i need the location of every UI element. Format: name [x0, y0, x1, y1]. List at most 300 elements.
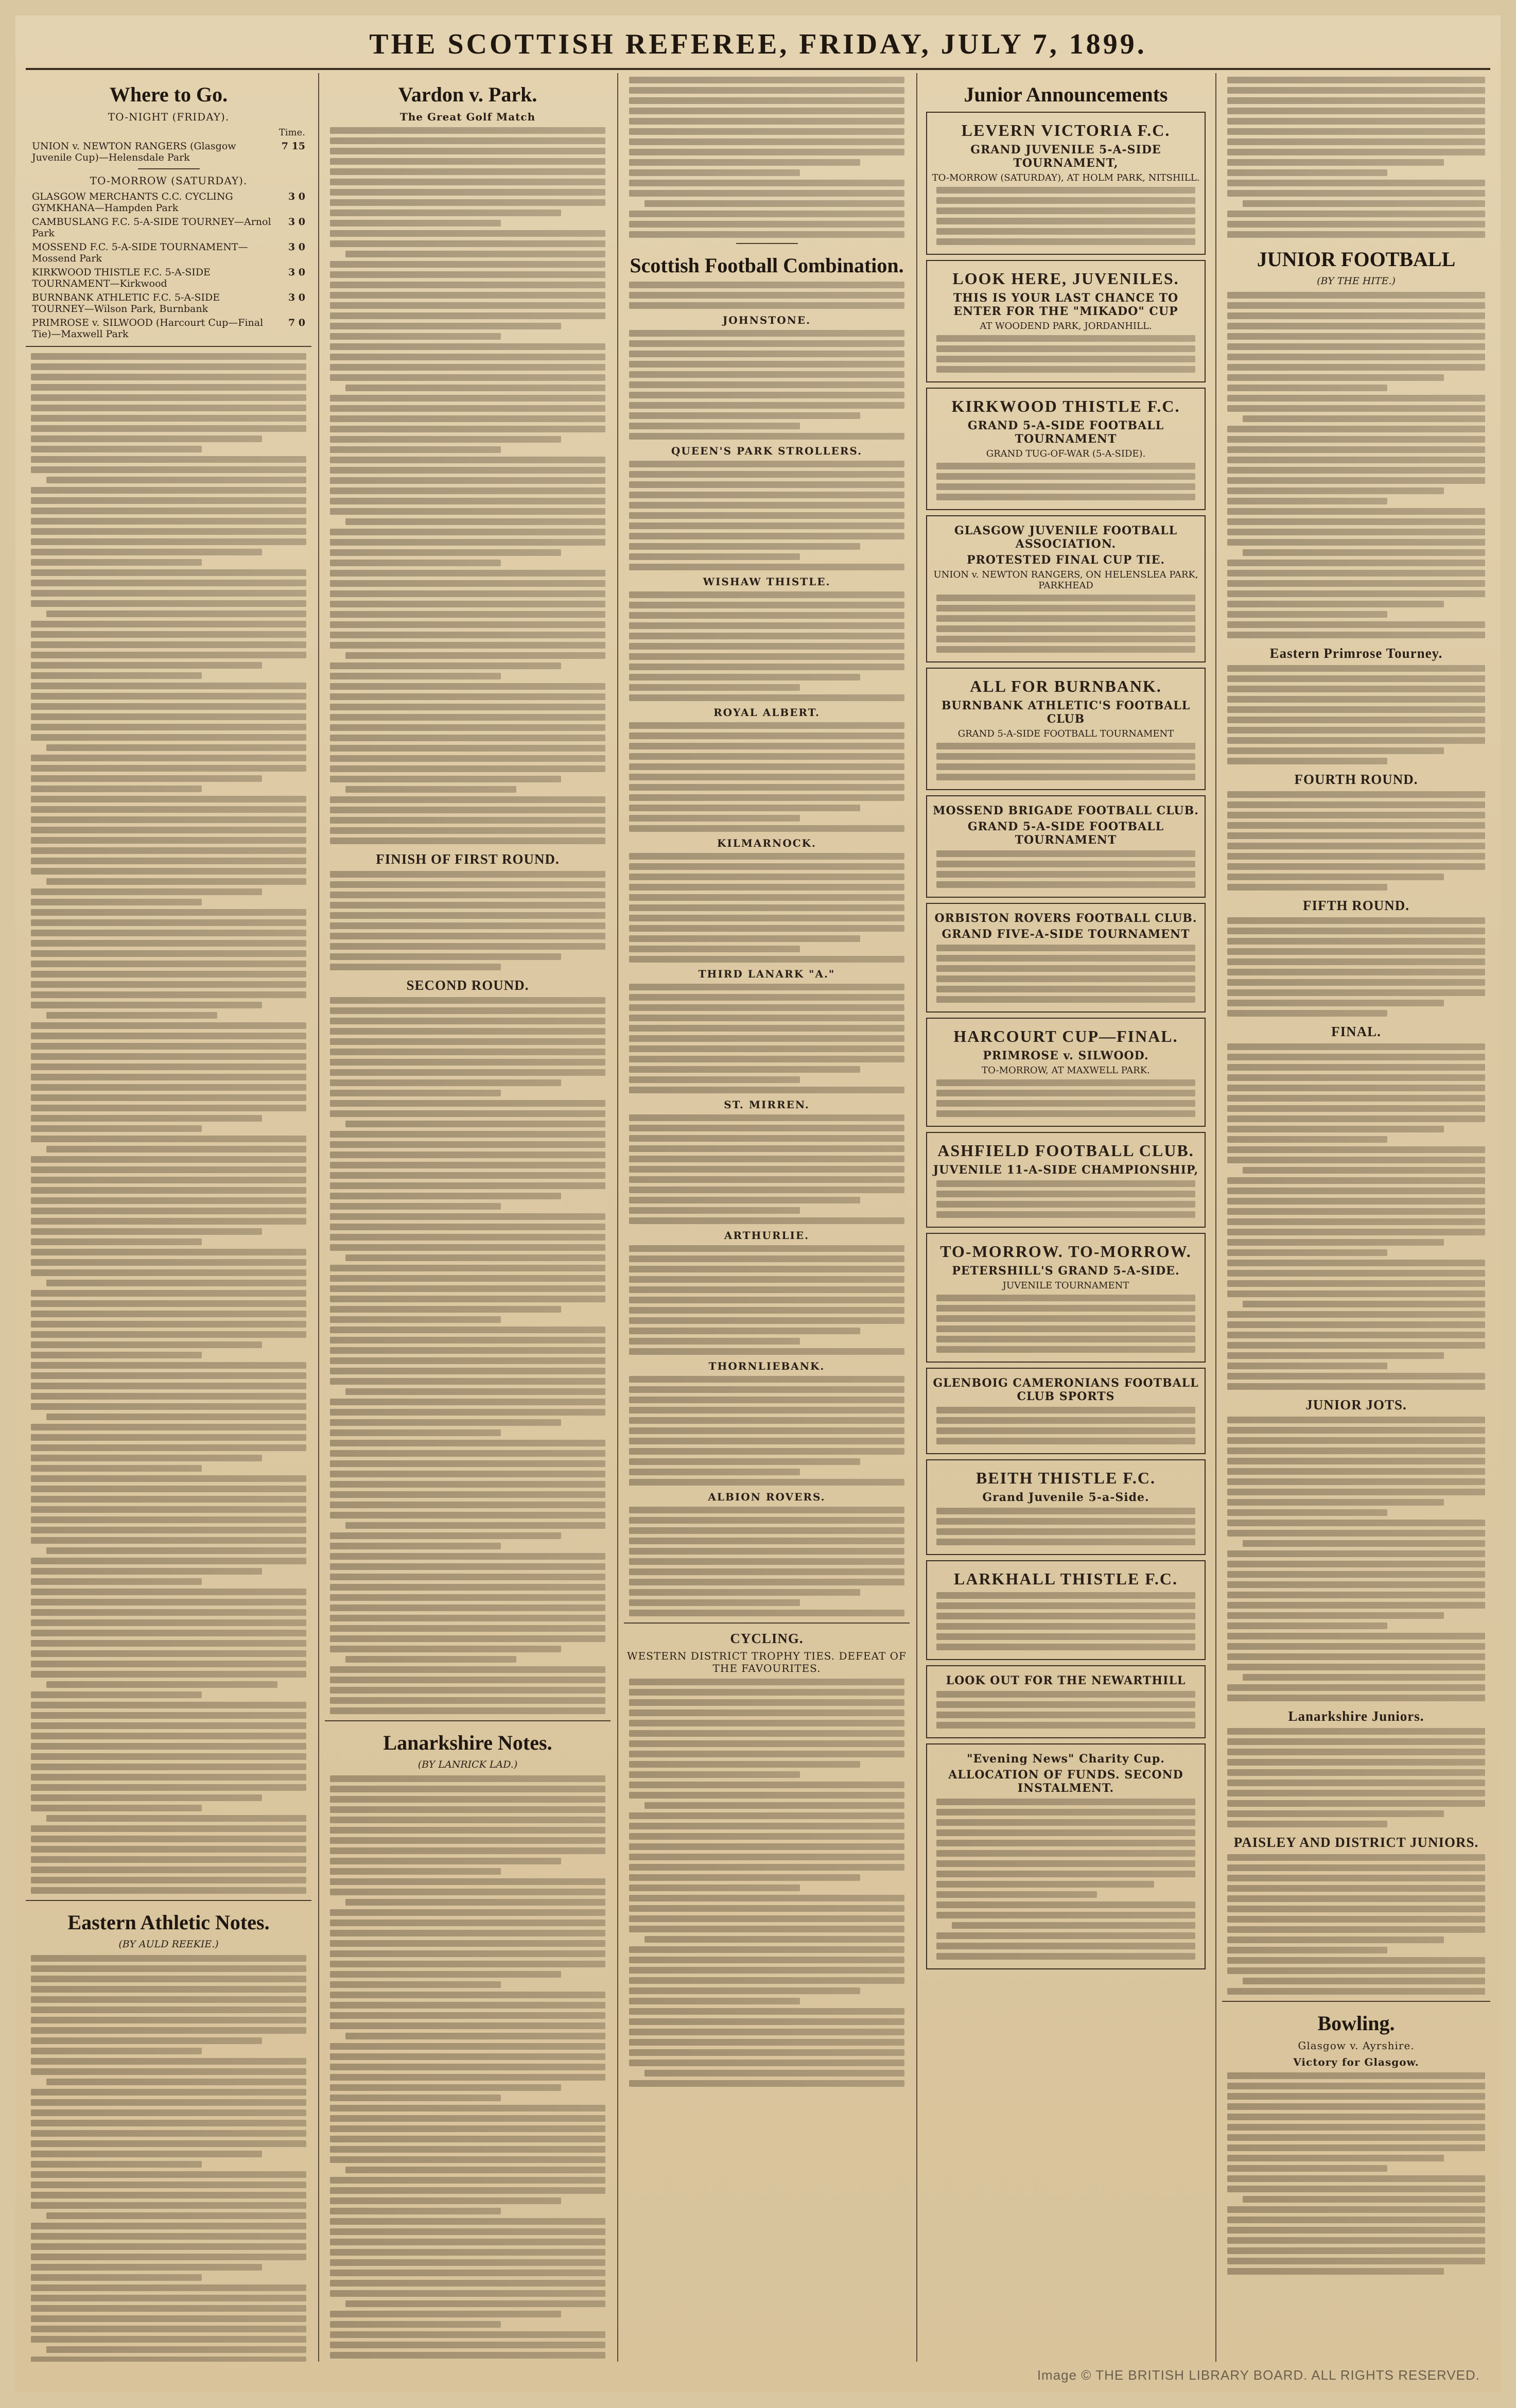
text-line: [330, 2115, 605, 2122]
text-line: [330, 2064, 605, 2070]
article-text: [330, 871, 605, 970]
ad-subtitle: GRAND 5-A-SIDE FOOTBALL TOURNAMENT: [967, 419, 1164, 446]
text-line: [330, 1666, 605, 1673]
text-line: [629, 1833, 904, 1840]
text-line: [1227, 632, 1485, 638]
vardon-park-heading: Vardon v. Park.: [398, 83, 537, 106]
text-line: [330, 1775, 605, 1782]
text-line: [629, 1197, 860, 1203]
text-line: [31, 508, 306, 514]
text-line: [330, 168, 605, 175]
text-line: [330, 1604, 605, 1611]
text-line: [1227, 1074, 1485, 1081]
text-line: [31, 888, 262, 895]
text-line: [629, 553, 800, 560]
text-line: [1227, 1622, 1387, 1629]
text-line: [330, 765, 605, 772]
text-line: [345, 1254, 605, 1261]
text-line: [1227, 590, 1485, 597]
text-line: [629, 863, 904, 870]
ad-subtitle: PROTESTED FINAL CUP TIE.: [966, 553, 1165, 567]
text-line: [330, 642, 605, 649]
text-line: [31, 1321, 306, 1328]
text-line: [31, 1630, 306, 1636]
text-line: [1227, 87, 1485, 94]
second-round-heading: SECOND ROUND.: [406, 978, 529, 993]
text-line: [1227, 1561, 1485, 1567]
text-line: [46, 2212, 306, 2219]
text-line: [31, 827, 306, 833]
text-line: [1227, 1239, 1444, 1246]
text-line: [330, 1868, 501, 1875]
text-line: [1227, 2186, 1485, 2192]
newspaper-page: [15, 15, 1501, 2393]
fixture-list: [629, 1245, 904, 1355]
fixture-list: [629, 591, 904, 701]
text-line: [629, 1548, 904, 1555]
text-line: [629, 1376, 904, 1383]
text-line: [936, 463, 1195, 469]
text-line: [31, 1197, 306, 1204]
text-line: [629, 522, 904, 529]
text-line: [1227, 1198, 1485, 1205]
text-line: [330, 1450, 605, 1457]
text-line: [330, 261, 605, 268]
text-line: [330, 2053, 605, 2060]
text-line: [629, 564, 904, 570]
text-line: [31, 2099, 306, 2106]
text-line: [330, 1940, 605, 1947]
article-text: [629, 282, 904, 309]
text-line: [1227, 717, 1485, 723]
text-line: [31, 703, 306, 710]
text-line: [330, 1069, 605, 1076]
text-line: [1227, 1592, 1485, 1598]
text-line: [629, 302, 904, 309]
text-line: [330, 1786, 605, 1792]
article-text: [1227, 1043, 1485, 1390]
text-line: [330, 323, 561, 329]
text-line: [330, 892, 605, 898]
club-heading: THORNLIEBANK.: [708, 1360, 825, 1372]
text-line: [1227, 211, 1485, 217]
text-line: [330, 2259, 605, 2266]
text-line: [1227, 1967, 1485, 1974]
time-label: Time.: [278, 127, 305, 138]
text-line: [629, 1114, 904, 1121]
text-line: [936, 636, 1195, 642]
fixture-row: [32, 267, 305, 289]
text-line: [31, 1177, 306, 1183]
text-line: [31, 456, 306, 463]
fixture-text: MOSSEND F.C. 5-A-SIDE TOURNAMENT—Mossend Park: [32, 241, 248, 264]
text-line: [330, 1625, 605, 1632]
text-line: [1227, 529, 1485, 535]
text-line: [1227, 611, 1387, 618]
text-line: [31, 2326, 306, 2332]
text-line: [1227, 292, 1485, 299]
text-line: [936, 1438, 1195, 1444]
text-line: [629, 1568, 904, 1575]
text-line: [31, 2017, 306, 2023]
text-line: [31, 580, 306, 586]
text-line: [330, 776, 561, 782]
text-line: [1227, 2134, 1485, 2141]
text-line: [936, 996, 1195, 1003]
text-line: [31, 950, 306, 957]
text-line: [31, 1506, 306, 1513]
fixture-text: CAMBUSLANG F.C. 5-A-SIDE TOURNEY—Arnol Park: [32, 216, 271, 239]
text-line: [330, 1806, 605, 1813]
ad-title: TO-MORROW. TO-MORROW.: [940, 1242, 1192, 1261]
advertisement: [926, 1233, 1206, 1363]
text-line: [330, 333, 501, 340]
text-line: [31, 1846, 306, 1853]
text-line: [31, 621, 306, 627]
text-line: [330, 1429, 501, 1436]
text-line: [330, 549, 561, 556]
text-line: [1227, 539, 1485, 546]
text-line: [31, 1259, 306, 1266]
text-line: [330, 2218, 605, 2225]
text-line: [31, 1115, 262, 1122]
article-text: [330, 127, 605, 844]
text-line: [629, 694, 904, 701]
text-line: [31, 1372, 306, 1379]
text-line: [330, 1646, 561, 1652]
text-line: [1227, 1643, 1485, 1650]
text-line: [936, 861, 1195, 867]
text-line: [629, 1771, 800, 1778]
text-line: [330, 1817, 605, 1823]
text-line: [629, 502, 904, 509]
text-line: [1227, 938, 1485, 945]
text-line: [1227, 385, 1387, 391]
text-line: [1227, 1550, 1485, 1557]
section-heading: FINAL.: [1331, 1024, 1381, 1039]
text-line: [330, 714, 605, 721]
text-line: [629, 591, 904, 598]
text-line: [330, 590, 605, 597]
text-line: [1227, 374, 1444, 381]
text-line: [629, 1507, 904, 1513]
text-line: [1227, 1895, 1485, 1902]
fixture-text: GLASGOW MERCHANTS C.C. CYCLING GYMKHANA—Hampden Park: [32, 191, 233, 214]
text-line: [330, 1961, 605, 1967]
text-line: [31, 1022, 306, 1029]
text-line: [31, 1403, 306, 1410]
text-line: [31, 1825, 306, 1832]
fixture-list: [629, 1114, 904, 1224]
text-line: [1227, 2175, 1485, 2182]
ad-text: [936, 1799, 1195, 1960]
text-line: [629, 1843, 904, 1850]
text-line: [330, 997, 605, 1004]
fixture-text: PRIMROSE v. SILWOOD (Harcourt Cup—Final Tie)—Maxwell Park: [32, 317, 264, 340]
text-line: [330, 1110, 605, 1117]
text-line: [629, 1417, 904, 1424]
text-line: [330, 1796, 605, 1803]
text-line: [31, 1805, 202, 1811]
text-line: [1227, 498, 1387, 504]
text-line: [629, 1740, 904, 1747]
ad-subtitle: Grand Juvenile 5-a-Side.: [982, 1491, 1149, 1504]
text-line: [1243, 1167, 1485, 1174]
text-line: [1227, 149, 1485, 155]
text-line: [629, 946, 800, 952]
ad-detail: GRAND TUG-OF-WAR (5-A-SIDE).: [986, 448, 1146, 459]
text-line: [1243, 1674, 1485, 1681]
text-line: [1227, 312, 1485, 319]
text-line: [629, 743, 904, 749]
combination-heading: Scottish Football Combination.: [630, 254, 904, 277]
text-line: [31, 1383, 306, 1389]
text-line: [330, 693, 605, 700]
ad-text: [936, 743, 1195, 780]
text-line: [31, 569, 306, 576]
text-line: [1227, 1427, 1485, 1434]
text-line: [629, 1135, 904, 1142]
ad-title: KIRKWOOD THISTLE F.C.: [951, 397, 1180, 415]
text-line: [629, 1709, 904, 1716]
text-line: [1227, 1290, 1485, 1297]
text-line: [629, 1720, 904, 1726]
text-line: [1227, 1769, 1485, 1776]
text-line: [629, 722, 904, 729]
text-line: [31, 1537, 306, 1544]
text-line: [330, 837, 605, 844]
text-line: [936, 1701, 1195, 1708]
section-heading: PAISLEY AND DISTRICT JUNIORS.: [1233, 1835, 1479, 1850]
text-line: [345, 2300, 605, 2307]
text-line: [31, 2058, 306, 2065]
text-line: [629, 1905, 904, 1912]
text-line: [629, 1946, 904, 1953]
text-line: [31, 724, 306, 730]
text-line: [330, 601, 605, 607]
text-line: [31, 549, 262, 555]
text-line: [31, 2243, 306, 2250]
text-line: [31, 1712, 306, 1719]
text-line: [330, 1878, 605, 1885]
ad-title: BEITH THISTLE F.C.: [975, 1469, 1156, 1487]
text-line: [629, 763, 904, 770]
text-line: [1227, 1332, 1485, 1338]
text-line: [330, 220, 501, 226]
masthead: THE SCOTTISH REFEREE, FRIDAY, JULY 7, 1899.: [369, 28, 1147, 60]
text-line: [629, 1679, 904, 1685]
text-line: [31, 1341, 262, 1348]
text-line: [31, 1496, 306, 1503]
text-line: [1227, 138, 1485, 145]
text-line: [330, 1203, 501, 1210]
text-line: [936, 763, 1195, 770]
text-line: [31, 2006, 306, 2013]
text-line: [1227, 843, 1485, 849]
text-line: [31, 775, 262, 782]
text-line: [629, 1458, 860, 1465]
column-2: [325, 73, 611, 2362]
text-line: [1227, 1115, 1485, 1122]
text-line: [345, 2167, 605, 2173]
cycling-subheading: WESTERN DISTRICT TROPHY TIES. DEFEAT OF THE FAVOURITES.: [627, 1650, 907, 1674]
text-line: [1227, 118, 1485, 125]
text-line: [330, 1594, 605, 1601]
ad-text: [936, 850, 1195, 888]
text-line: [345, 2033, 605, 2039]
junior-announcements-heading: Junior Announcements: [964, 83, 1168, 106]
text-line: [330, 2187, 605, 2194]
text-line: [1227, 323, 1485, 329]
text-line: [330, 673, 501, 679]
text-line: [1243, 549, 1485, 556]
text-line: [629, 1589, 860, 1596]
text-line: [1227, 2247, 1485, 2254]
section-heading: FIFTH ROUND.: [1303, 898, 1409, 913]
text-line: [330, 240, 605, 247]
text-line: [936, 1799, 1195, 1805]
text-line: [629, 884, 904, 891]
text-line: [345, 1388, 605, 1395]
text-line: [936, 1539, 1195, 1545]
text-line: [31, 2305, 306, 2312]
text-line: [31, 1002, 262, 1008]
text-line: [330, 1543, 501, 1549]
text-line: [936, 218, 1195, 224]
text-line: [330, 1707, 605, 1714]
ad-title: LOOK HERE, JUVENILES.: [952, 269, 1179, 288]
text-line: [629, 1864, 904, 1871]
ad-subtitle: THIS IS YOUR LAST CHANCE TO ENTER FOR THE "MIKADO" CUP: [953, 291, 1179, 318]
text-line: [330, 1285, 605, 1292]
fixture-text: KIRKWOOD THISTLE F.C. 5-A-SIDE TOURNAMENT—Kirkwood: [32, 267, 211, 289]
advertisement: [926, 1665, 1206, 1738]
text-line: [31, 1311, 306, 1317]
text-line: [936, 1191, 1195, 1197]
fixture-text: BURNBANK ATHLETIC F.C. 5-A-SIDE TOURNEY—Wilson Park, Burnbank: [32, 292, 220, 315]
text-line: [330, 1182, 605, 1189]
text-line: [330, 632, 605, 638]
text-line: [936, 207, 1195, 214]
text-line: [31, 971, 306, 978]
tomorrow-subheading: TO-MORROW (SATURDAY).: [90, 175, 248, 187]
text-line: [330, 1378, 605, 1385]
text-line: [31, 394, 306, 401]
text-line: [31, 868, 306, 875]
text-line: [31, 590, 306, 597]
text-line: [629, 1730, 904, 1737]
text-line: [330, 539, 605, 546]
text-line: [31, 765, 306, 772]
text-line: [31, 425, 306, 432]
text-line: [629, 512, 904, 519]
bowling-subheading: Glasgow v. Ayrshire.: [1298, 2039, 1415, 2052]
article-text: [1227, 665, 1485, 764]
text-line: [629, 1066, 860, 1073]
text-line: [31, 1465, 202, 1472]
text-line: [1227, 2093, 1485, 2100]
text-line: [330, 662, 561, 669]
text-line: [31, 1733, 306, 1739]
text-line: [629, 622, 904, 629]
text-line: [629, 1751, 904, 1757]
text-line: [629, 292, 904, 299]
text-line: [1227, 1988, 1485, 1995]
article-text: [31, 1955, 306, 2362]
text-line: [1227, 1633, 1485, 1639]
text-line: [629, 956, 904, 963]
text-line: [629, 1015, 904, 1021]
text-line: [629, 1004, 904, 1011]
column-3: [624, 73, 910, 2362]
text-line: [330, 477, 605, 484]
text-line: [31, 497, 306, 504]
fixture-list: [629, 330, 904, 440]
text-line: [31, 1784, 306, 1791]
text-line: [629, 1689, 904, 1696]
text-line: [330, 415, 605, 422]
text-line: [1227, 467, 1485, 474]
text-line: [31, 899, 202, 905]
column-rule: [916, 73, 917, 2362]
fixture-time: 3 0: [288, 216, 305, 228]
fixture-row: [32, 216, 305, 239]
text-line: [1227, 665, 1485, 672]
text-line: [1243, 2196, 1485, 2203]
text-line: [629, 1156, 904, 1162]
text-line: [31, 1661, 306, 1667]
text-line: [330, 1193, 561, 1199]
text-line: [1227, 2206, 1485, 2213]
ad-title: LEVERN VICTORIA F.C.: [961, 121, 1171, 139]
text-line: [330, 1265, 605, 1271]
text-line: [31, 1527, 306, 1533]
ad-detail: GRAND 5-A-SIDE FOOTBALL TOURNAMENT: [957, 728, 1174, 739]
text-line: [629, 984, 904, 990]
text-line: [330, 1162, 605, 1168]
text-line: [629, 159, 860, 166]
text-line: [629, 1245, 904, 1252]
tomorrow-fixtures: [26, 191, 311, 340]
text-line: [31, 2048, 202, 2054]
text-line: [629, 1276, 904, 1283]
text-line: [1227, 1906, 1485, 1912]
text-line: [330, 1512, 605, 1519]
ad-title: MOSSEND BRIGADE FOOTBALL CLUB.: [933, 804, 1199, 817]
text-line: [31, 538, 306, 545]
text-line: [330, 148, 605, 154]
text-line: [31, 1856, 306, 1863]
text-line: [330, 1049, 605, 1055]
text-line: [1227, 436, 1485, 443]
text-line: [1227, 747, 1444, 754]
text-line: [936, 1602, 1195, 1609]
text-line: [629, 612, 904, 619]
text-line: [629, 1338, 800, 1345]
ad-text: [936, 595, 1195, 653]
text-line: [1227, 1054, 1485, 1060]
bowling-heading: Bowling.: [1317, 2012, 1395, 2035]
text-line: [31, 1269, 306, 1276]
text-line: [1243, 1540, 1485, 1547]
text-line: [629, 1854, 904, 1860]
text-line: [31, 816, 306, 823]
text-line: [31, 1331, 306, 1338]
text-line: [629, 412, 860, 419]
fixture-row: [32, 317, 305, 340]
text-line: [330, 1316, 501, 1323]
text-line: [936, 1722, 1195, 1729]
